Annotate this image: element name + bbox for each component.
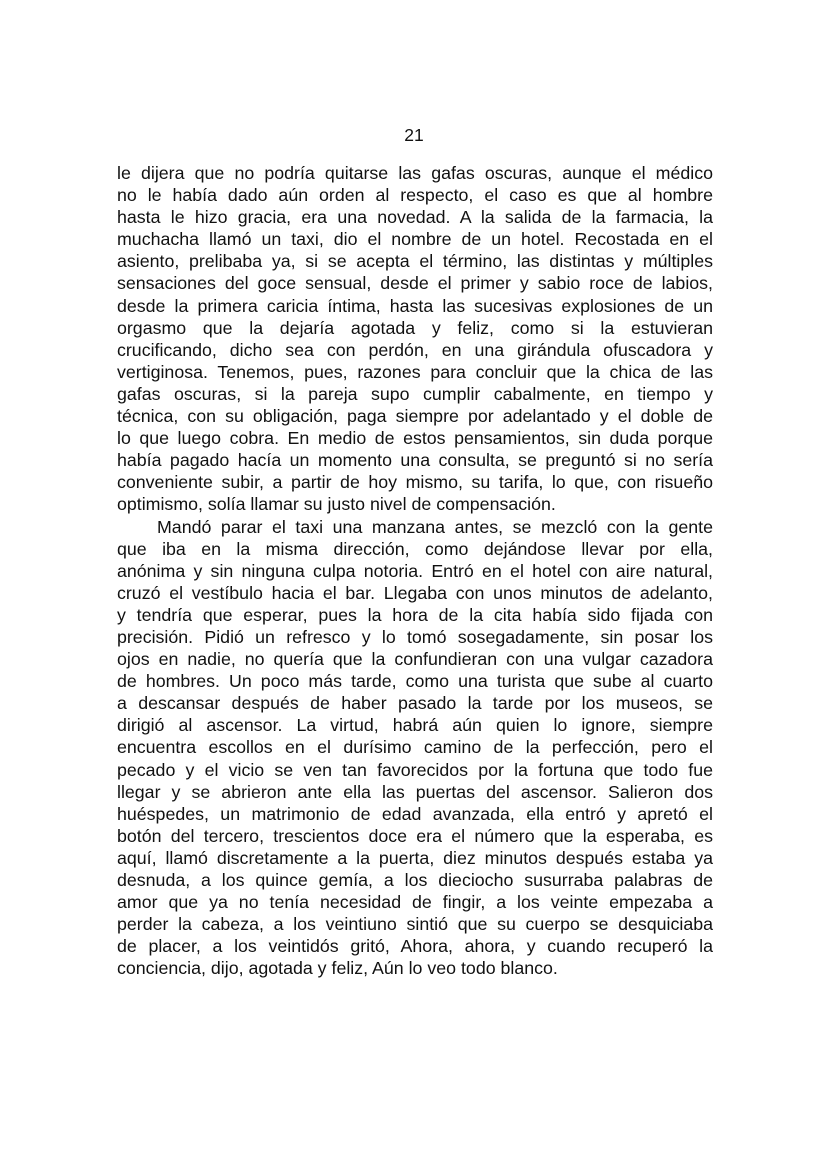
- text-line: le dijera que no podría quitarse las gafas oscuras, aunque el médico: [117, 163, 713, 183]
- text-line: huéspedes, un matrimonio de edad avanzada, ella entró y apretó el: [117, 803, 713, 824]
- page-number: 21: [404, 125, 424, 145]
- text-line: desde la primera caricia íntima, hasta las sucesivas explosiones de un: [117, 295, 713, 316]
- text-line: no le había dado aún orden al respecto, el caso es que al hombre: [117, 185, 713, 206]
- text-line: aquí, llamó discretamente a la puerta, diez minutos después estaba ya: [117, 847, 713, 868]
- text-line: hasta le hizo gracia, era una novedad. A la salida de la farmacia, la: [117, 207, 713, 228]
- text-line: precisión. Pidió un refresco y lo tomó sosegadamente, sin posar los: [117, 626, 713, 647]
- paragraph: [117, 162, 713, 516]
- text-line: vertiginosa. Tenemos, pues, razones para concluir que la chica de las: [117, 361, 713, 382]
- text-line: conveniente subir, a partir de hoy mismo, su tarifa, lo que, con risueño: [117, 472, 713, 493]
- text-line: orgasmo que la dejaría agotada y feliz, como si la estuvieran: [117, 317, 713, 338]
- text-line: pecado y el vicio se ven tan favorecidos por la fortuna que todo fue: [117, 759, 713, 780]
- text-line: botón del tercero, trescientos doce era el número que la esperaba, es: [117, 825, 713, 846]
- paragraph: [117, 516, 713, 980]
- text-line: lo que luego cobra. En medio de estos pensamientos, sin duda porque: [117, 428, 713, 449]
- text-line: llegar y se abrieron ante ella las puertas del ascensor. Salieron dos: [117, 781, 713, 802]
- text-line: crucificando, dicho sea con perdón, en una girándula ofuscadora y: [117, 339, 713, 360]
- text-line: cruzó el vestíbulo hacia el bar. Llegaba con unos minutos de adelanto,: [117, 582, 713, 603]
- text-line: sensaciones del goce sensual, desde el primer y sabio roce de labios,: [117, 273, 713, 294]
- text-line: de placer, a los veintidós gritó, Ahora, ahora, y cuando recuperó la: [117, 936, 713, 957]
- text-line: dirigió al ascensor. La virtud, habrá aún quien lo ignore, siempre: [117, 715, 713, 736]
- text-line: muchacha llamó un taxi, dio el nombre de un hotel. Recostada en el: [117, 229, 713, 250]
- body-text: [117, 162, 713, 979]
- text-line: encuentra escollos en el durísimo camino de la perfección, pero el: [117, 737, 713, 758]
- text-line: optimismo, solía llamar su justo nivel de compensación.: [117, 494, 556, 515]
- text-line: anónima y sin ninguna culpa notoria. Entró en el hotel con aire natural,: [117, 560, 713, 581]
- text-line: que iba en la misma dirección, como dejándose llevar por ella,: [117, 538, 713, 559]
- text-line: conciencia, dijo, agotada y feliz, Aún lo veo todo blanco.: [117, 958, 558, 979]
- text-line: perder la cabeza, a los veintiuno sintió que su cuerpo se desquiciaba: [117, 914, 713, 935]
- text-line: Mandó parar el taxi una manzana antes, se mezcló con la gente: [157, 516, 713, 537]
- text-line: había pagado hacía un momento una consulta, se preguntó si no sería: [117, 450, 713, 471]
- text-line: a descansar después de haber pasado la tarde por los museos, se: [117, 693, 713, 714]
- text-line: asiento, prelibaba ya, si se acepta el término, las distintas y múltiples: [117, 251, 713, 272]
- text-line: ojos en nadie, no quería que la confundieran con una vulgar cazadora: [117, 649, 713, 670]
- text-line: de hombres. Un poco más tarde, como una turista que sube al cuarto: [117, 671, 713, 692]
- text-line: gafas oscuras, si la pareja supo cumplir cabalmente, en tiempo y: [117, 383, 713, 404]
- text-line: y tendría que esperar, pues la hora de la cita había sido fijada con: [117, 604, 713, 625]
- text-line: desnuda, a los quince gemía, a los dieciocho susurraba palabras de: [117, 870, 713, 890]
- text-line: técnica, con su obligación, paga siempre por adelantado y el doble de: [117, 406, 713, 427]
- text-line: amor que ya no tenía necesidad de fingir, a los veinte empezaba a: [117, 892, 713, 913]
